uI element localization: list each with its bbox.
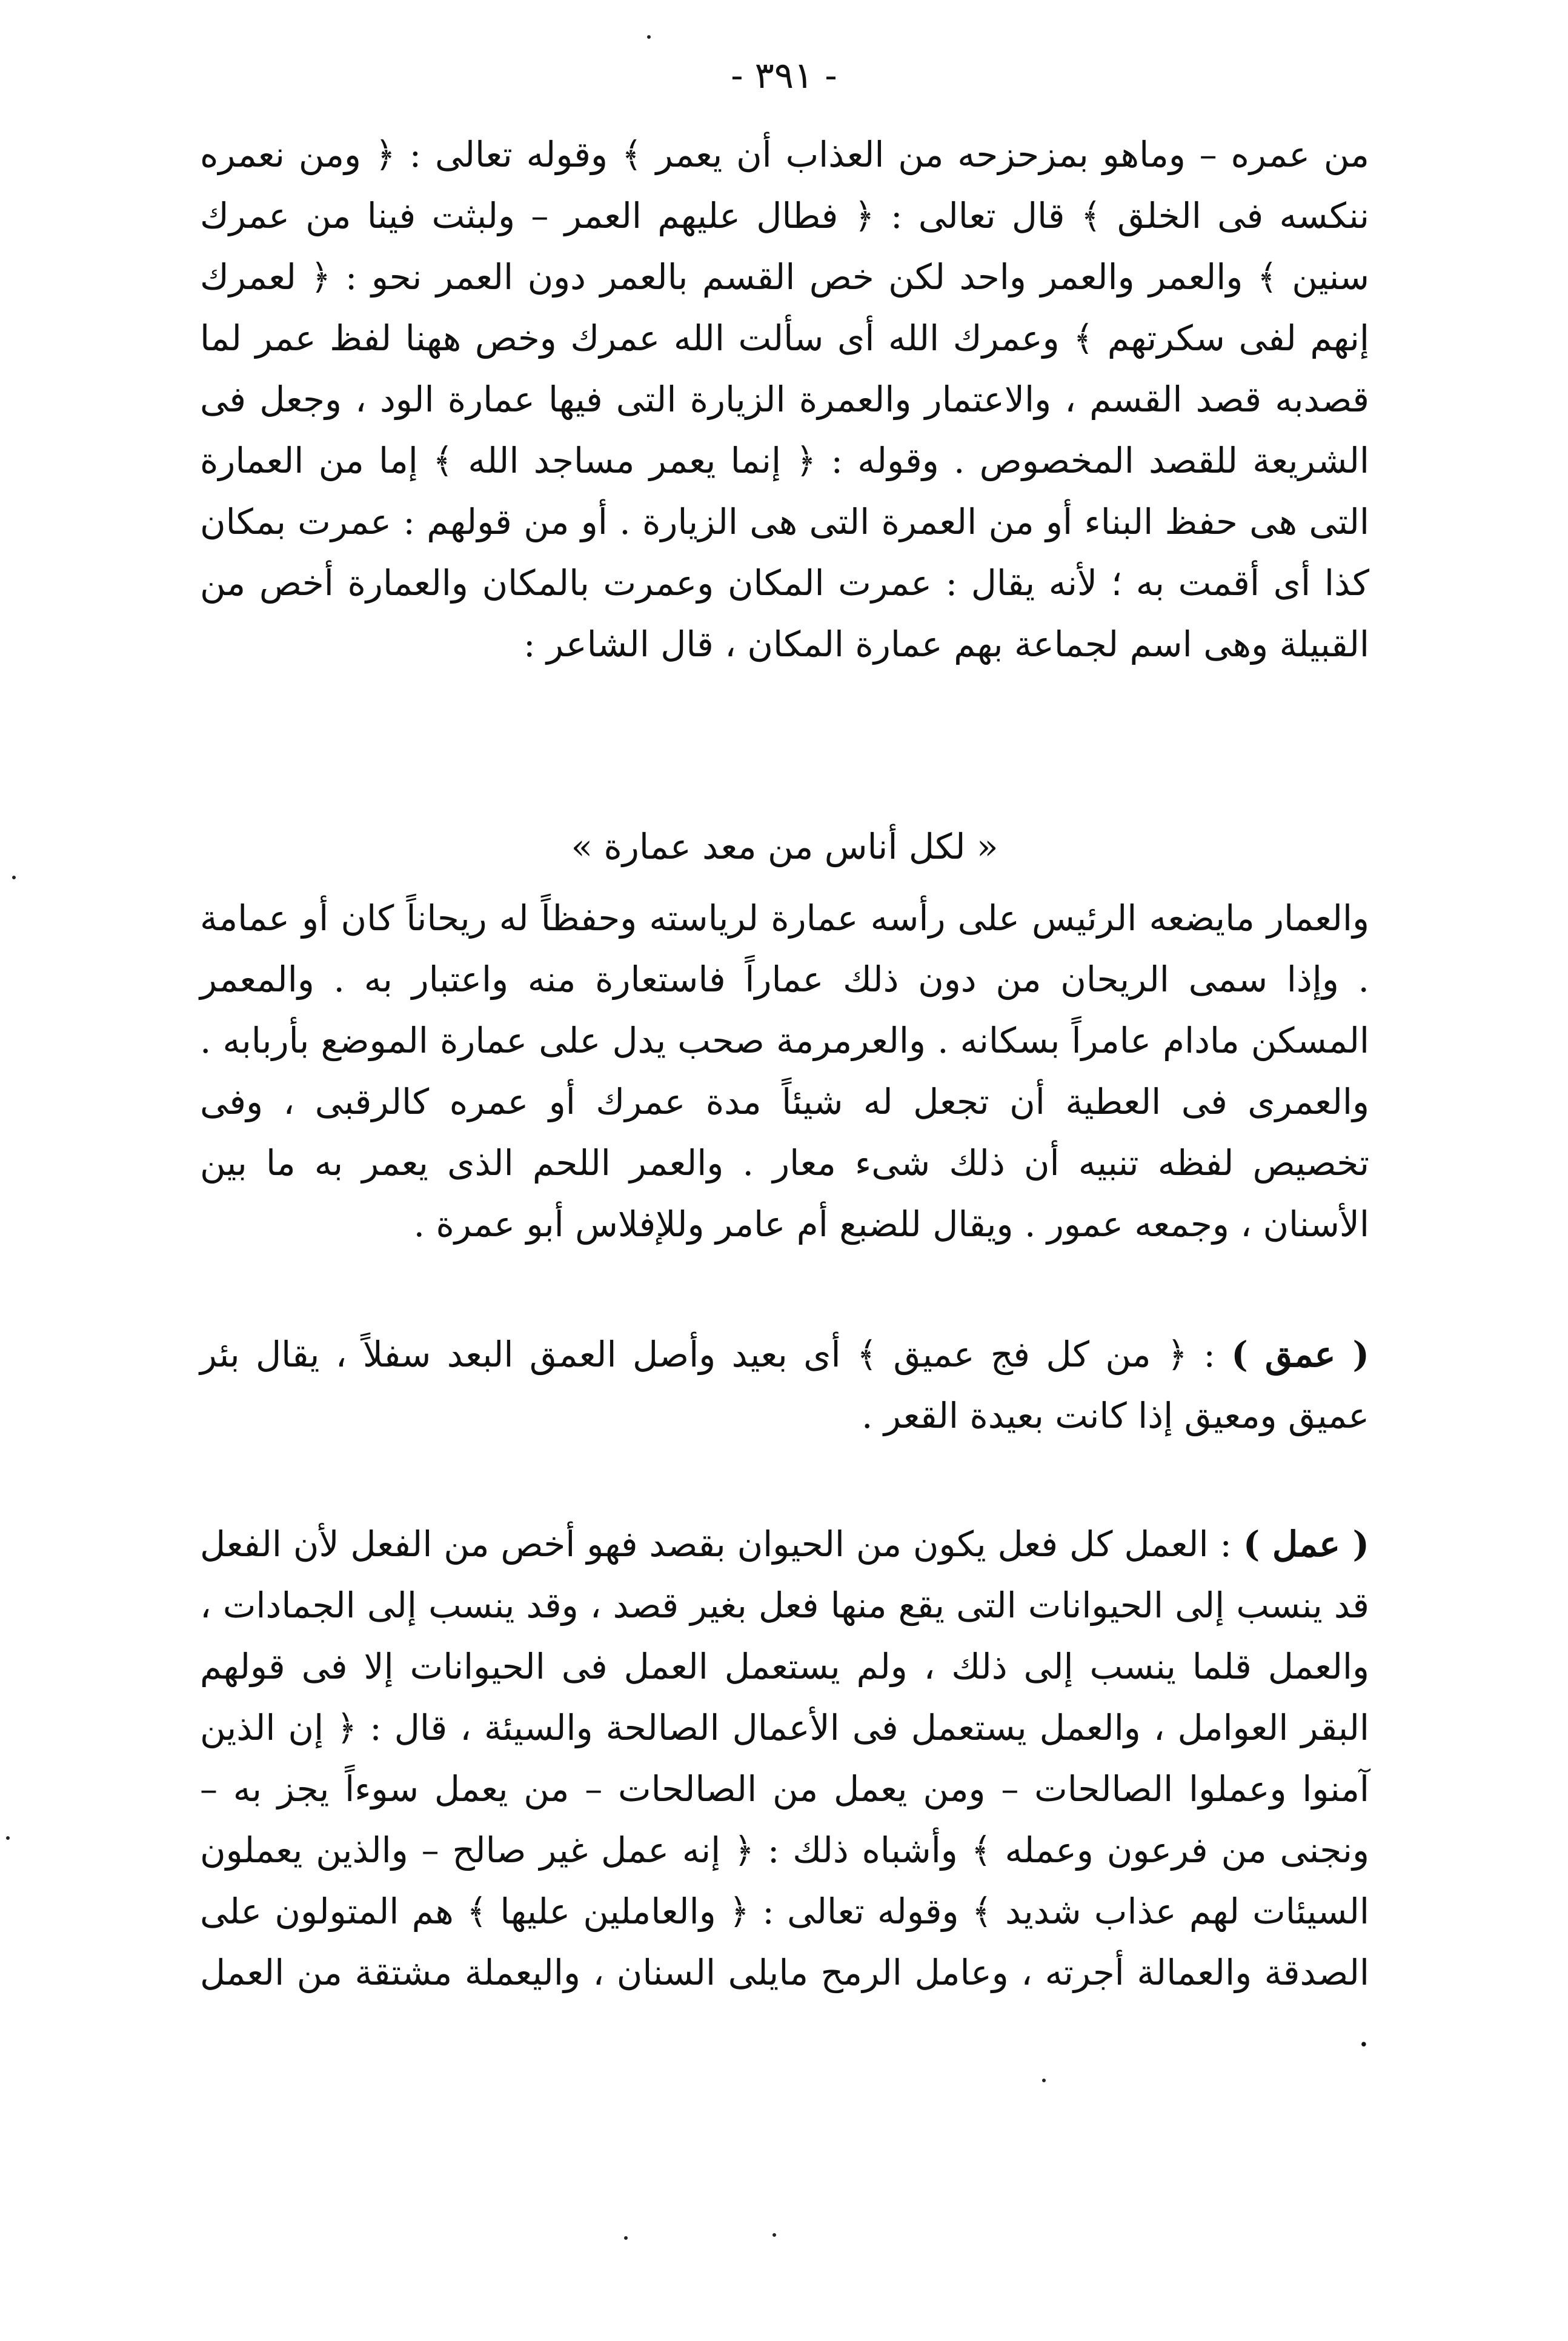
entry-term-amq: ( عمق ) (1231, 1334, 1369, 1375)
entry-body-amal: : العمل كل فعل يكون من الحيوان بقصد فهو أخص من الفعل لأن الفعل قد ينسب إلى الحيوانات التى يقع منها فعل بغير قصد ، وقد ينسب إلى الجمادات ، والعمل قلما ينسب إلى ذلك ، ولم يستعمل العمل فى الحيوانات إلا فى قولهم البقر العوامل ، والعمل يستعمل فى الأعمال الصالحة والسيئة ، قال : ﴿ إن الذين آمنوا وعملوا الصالحات – ومن يعمل من الصالحات – من يعمل سوءاً يجز به – ونجنى من فرعون وعمله ﴾ وأشباه ذلك : ﴿ إنه عمل غير صالح – والذين يعملون السيئات لهم عذاب شديد ﴾ وقوله تعالى : ﴿ والعاملين عليها ﴾ هم المتولون على الصدقة والعمالة أجرته ، وعامل الرمح مايلى السنان ، واليعملة مشتقة من العمل . (200, 1523, 1369, 2054)
scan-speck (647, 35, 651, 39)
entry-body-amq: : ﴿ من كل فج عميق ﴾ أى بعيد وأصل العمق البعد سفلاً ، يقال بئر عميق ومعيق إذا كانت بعيدة القعر . (200, 1334, 1369, 1436)
paragraph-umr-continued: من عمره – وماهو بمزحزحه من العذاب أن يعمر ﴾ وقوله تعالى : ﴿ ومن نعمره ننكسه فى الخلق ﴾ قال تعالى : ﴿ فطال عليهم العمر – ولبثت فينا من عمرك سنين ﴾ والعمر والعمر واحد لكن خص القسم بالعمر دون العمر نحو : ﴿ لعمرك إنهم لفى سكرتهم ﴾ وعمرك الله أى سألت الله عمرك وخص ههنا لفظ عمر لما قصدبه قصد القسم ، والاعتمار والعمرة الزيارة التى فيها عمارة الود ، وجعل فى الشريعة للقصد المخصوص . وقوله : ﴿ إنما يعمر مساجد الله ﴾ إما من العمارة التى هى حفظ البناء أو من العمرة التى هى الزيارة . أو من قولهم : عمرت بمكان كذا أى أقمت به ؛ لأنه يقال : عمرت المكان وعمرت بالمكان والعمارة أخص من القبيلة وهى اسم لجماعة بهم عمارة المكان ، قال الشاعر : (200, 134, 1369, 665)
entry-term-amal: ( عمل ) (1243, 1523, 1369, 1565)
entry-amal (200, 1514, 1369, 2065)
scan-speck (772, 2233, 776, 2237)
entry-amq (200, 1324, 1369, 1447)
scan-speck (1042, 2079, 1046, 2082)
poetry-verse: « لكل أناس من معد عمارة » (571, 826, 998, 867)
page-number: - ٣٩١ - (731, 55, 837, 97)
scan-speck (624, 2236, 628, 2240)
scan-speck (12, 876, 16, 879)
scan-speck (6, 1836, 10, 1840)
paragraph-ammar: والعمار مايضعه الرئيس على رأسه عمارة لرياسته وحفظاً له ريحاناً كان أو عمامة . وإذا سمى الريحان من دون ذلك عماراً فاستعارة منه واعتبار به . والمعمر المسكن مادام عامراً بسكانه . والعرمرمة صحب يدل على عمارة الموضع بأربابه . والعمرى فى العطية أن تجعل له شيئاً مدة عمرك أو عمره كالرقبى ، وفى تخصيص لفظه تنبيه أن ذلك شىء معار . والعمر اللحم الذى يعمر به ما بين الأسنان ، وجمعه عمور . ويقال للضبع أم عامر وللإفلاس أبو عمرة . (200, 897, 1369, 1245)
